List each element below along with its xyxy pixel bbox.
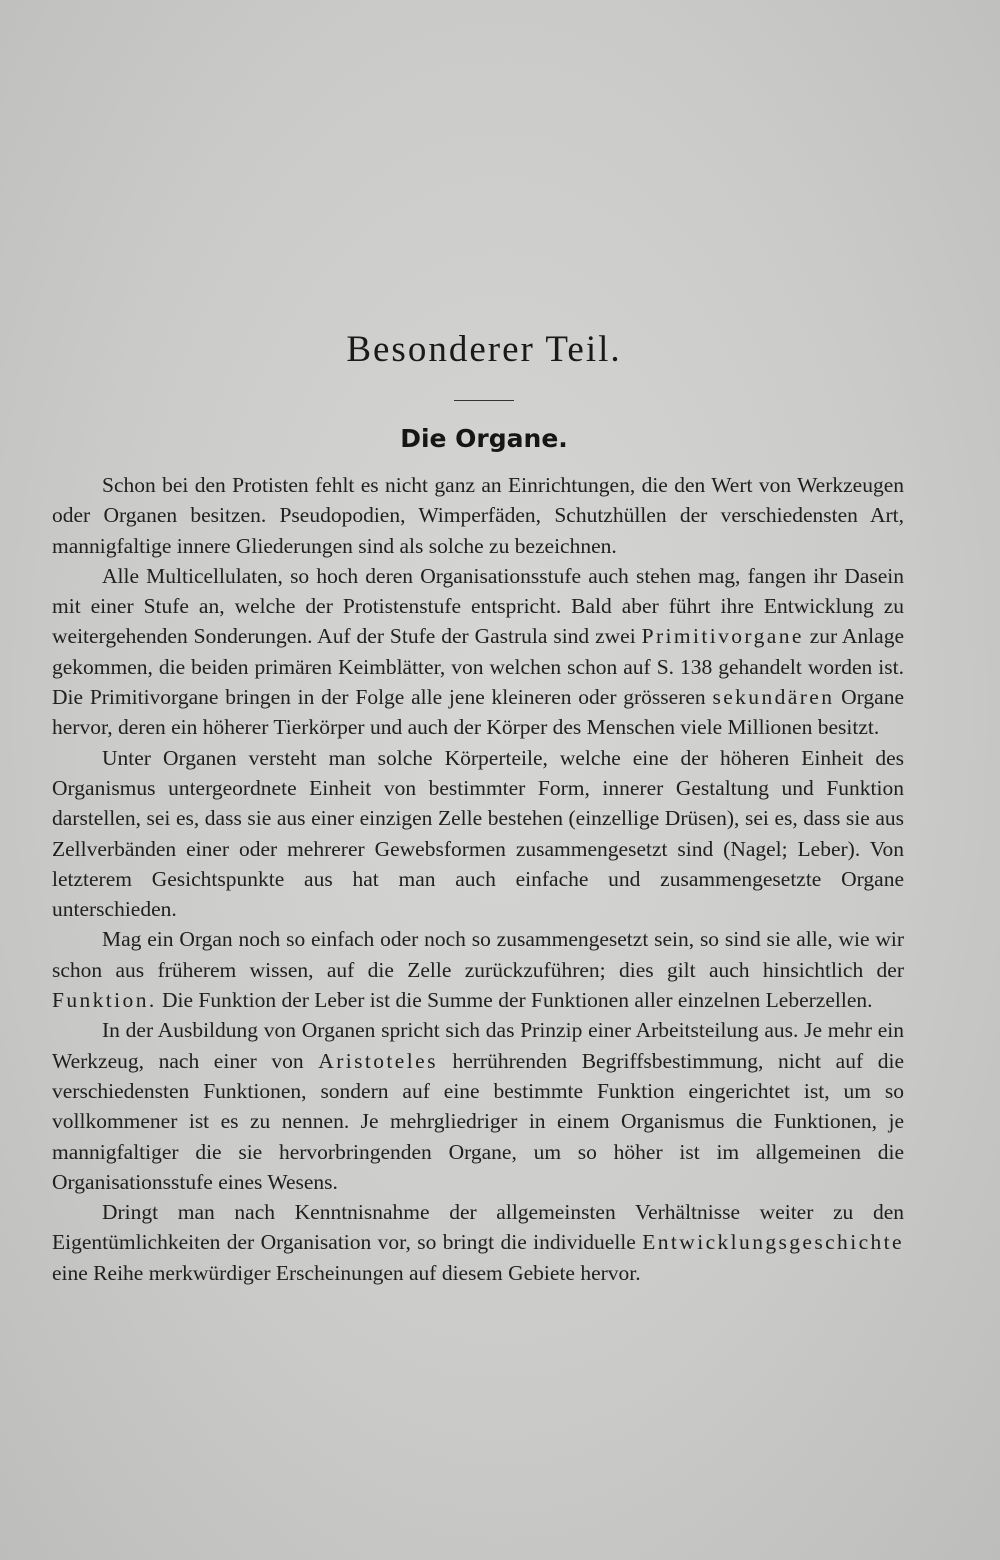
paragraph-1 xyxy=(52,470,904,561)
part-title: Besonderer Teil. xyxy=(346,329,622,370)
paragraph-2-text-c: Organe hervor, deren ein höherer Tierkörper und auch der Körper des Menschen viele Millionen besitzt. xyxy=(52,685,905,740)
paragraph-2-text-b: zur Anlage gekommen, die beiden primären Keimblätter, von welchen schon auf S. 138 gehandelt worden ist. Die Primitivorgane bringen in der Folge alle jene kleineren oder grösseren xyxy=(52,624,904,710)
paragraph-4-text-a: Mag ein Organ noch so einfach oder noch so zusammengesetzt sein, so sind sie alle, wie wir schon aus früherem wissen, auf die Zelle zurückzuführen; dies gilt auch hinsichtlich der xyxy=(52,927,904,982)
emphasis-aristoteles: Aristoteles xyxy=(318,1048,438,1073)
title-divider-rule xyxy=(454,400,514,401)
paragraph-6-text-b: eine Reihe merkwürdiger Erscheinungen auf diesem Gebiete hervor. xyxy=(52,1260,641,1285)
paragraph-3 xyxy=(52,743,904,925)
paragraph-1-text: Schon bei den Protisten fehlt es nicht ganz an Einrichtungen, die den Wert von Werkzeugen oder Organen besitzen. Pseudopodien, Wimperfäden, Schutzhüllen der verschiedensten Art, mannigfaltige innere Gliederungen sind als solche zu bezeichnen. xyxy=(52,473,904,558)
paragraph-5 xyxy=(52,1015,904,1197)
chapter-title: Die Organe. xyxy=(400,424,568,453)
paragraph-4 xyxy=(52,924,904,1015)
paragraph-3-text: Unter Organen versteht man solche Körperteile, welche eine der höheren Einheit des Organismus untergeordnete Einheit von bestimmter Form, innerer Gestaltung und Funktion darstellen, sei es, dass sie aus einer einzigen Zelle bestehen (einzellige Drüsen), sei es, dass sie aus Zellverbänden einer oder mehrerer Gewebsformen zusammengesetzt sind (Nagel; Leber). Von letzterem Gesichtspunkte aus hat man auch einfache und zusammengesetzte Organe unterschieden. xyxy=(52,745,904,922)
paragraph-4-text-b: Die Funktion der Leber ist die Summe der Funktionen aller einzelnen Leberzellen. xyxy=(156,988,873,1013)
paragraph-6-text-a: Dringt man nach Kenntnisnahme der allgemeinsten Verhältnisse weiter zu den Eigentümlichkeiten der Organisation vor, so bringt die individuelle xyxy=(52,1200,904,1255)
emphasis-funktion: Funktion. xyxy=(52,988,157,1013)
paragraph-2 xyxy=(52,561,904,743)
paragraph-2-text-a: Alle Multicellulaten, so hoch deren Organisationsstufe auch stehen mag, fangen ihr Dasein mit einer Stufe an, welche der Protistenstufe entspricht. Bald aber führt ihre Entwicklung zu weitergehenden Sonderungen. Auf der Stufe der Gastrula sind zwei xyxy=(52,563,904,649)
emphasis-primitivorgane: Primitivorgane xyxy=(641,624,804,649)
paragraph-6 xyxy=(52,1197,904,1288)
body-text xyxy=(52,470,904,1288)
paragraph-5-text-b: herrührenden Begriffsbestimmung, nicht auf die verschiedensten Funktionen, sondern auf eine bestimmte Funktion eingerichtet ist, um so vollkommener ist es zu nennen. Je mehrgliedriger in einem Organismus die Funktionen, je mannigfaltiger die sie hervorbringenden Organe, um so höher ist im allgemeinen die Organisationsstufe eines Wesens. xyxy=(52,1048,905,1194)
emphasis-sekundaeren: sekundären xyxy=(712,685,835,710)
paragraph-5-text-a: In der Ausbildung von Organen spricht sich das Prinzip einer Arbeitsteilung aus. Je mehr ein Werkzeug, nach einer von xyxy=(52,1018,904,1073)
emphasis-entwicklungsgeschichte: Entwicklungsgeschichte xyxy=(642,1230,904,1255)
